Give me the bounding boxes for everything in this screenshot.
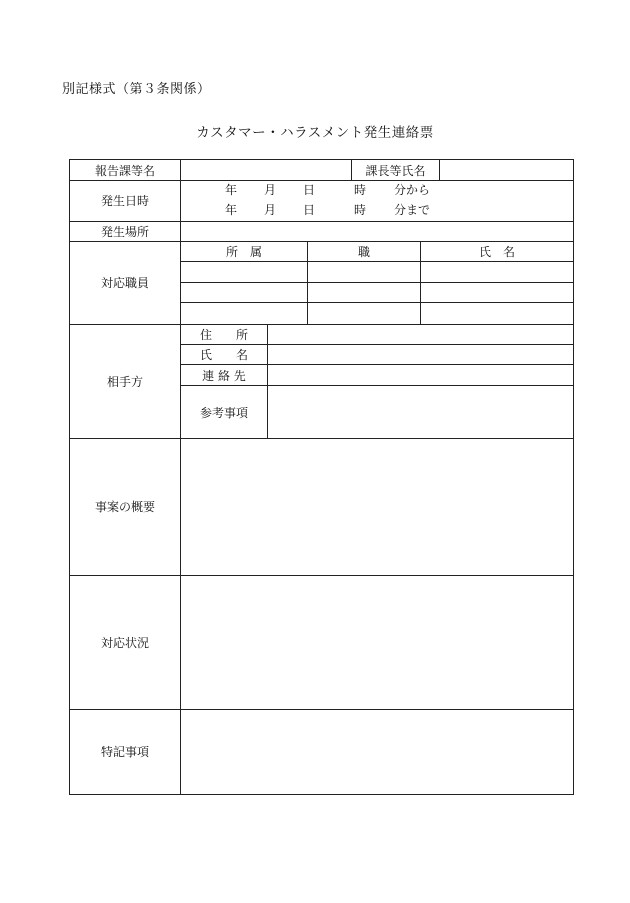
form-style-label: 別記様式（第３条関係）	[62, 82, 211, 97]
end-minute-unit: 分まで	[394, 203, 431, 217]
staff-cell[interactable]	[308, 262, 420, 282]
counterpart-label: 相手方	[106, 374, 143, 389]
counterpart-name-input[interactable]	[268, 345, 573, 364]
start-day-unit: 日	[303, 183, 316, 197]
counterpart-reference-input[interactable]	[268, 386, 573, 438]
notes-input[interactable]	[181, 710, 573, 794]
staff-cell[interactable]	[181, 303, 307, 324]
dept-input[interactable]	[181, 160, 351, 180]
staff-cell[interactable]	[308, 303, 420, 324]
start-minute-unit: 分から	[394, 183, 431, 197]
chief-name-input[interactable]	[440, 160, 573, 180]
staff-column-position: 職	[357, 244, 370, 259]
counterpart-address-input[interactable]	[268, 324, 573, 344]
end-day-unit: 日	[303, 203, 316, 217]
staff-column-name: 氏 名	[478, 244, 515, 259]
staff-column-affiliation: 所 属	[225, 244, 262, 259]
counterpart-reference-label: 参考事項	[199, 405, 248, 420]
staff-cell[interactable]	[181, 283, 307, 302]
place-input[interactable]	[181, 221, 573, 241]
form-title: カスタマー・ハラスメント発生連絡票	[196, 125, 434, 141]
start-month-unit: 月	[264, 183, 277, 197]
staff-cell[interactable]	[181, 262, 307, 282]
start-year-unit: 年	[225, 183, 238, 197]
end-month-unit: 月	[264, 203, 277, 217]
staff-cell[interactable]	[421, 262, 573, 282]
counterpart-contact-label: 連 絡 先	[202, 368, 246, 383]
counterpart-contact-input[interactable]	[268, 365, 573, 385]
place-label: 発生場所	[100, 224, 149, 239]
counterpart-address-label: 住 所	[199, 327, 248, 342]
staff-cell[interactable]	[421, 283, 573, 302]
staff-cell[interactable]	[308, 283, 420, 302]
staff-label: 対応職員	[100, 276, 149, 290]
chief-name-label: 課長等氏名	[365, 163, 426, 178]
dept-label: 報告課等名	[94, 163, 155, 178]
staff-cell[interactable]	[421, 303, 573, 324]
summary-label: 事案の概要	[94, 500, 155, 514]
report-form-table	[69, 159, 574, 795]
notes-label: 特記事項	[100, 745, 149, 759]
end-year-unit: 年	[225, 203, 238, 217]
datetime-label: 発生日時	[100, 194, 149, 208]
response-input[interactable]	[181, 576, 573, 709]
counterpart-name-label: 氏 名	[199, 348, 248, 362]
response-label: 対応状況	[100, 635, 149, 650]
end-hour-unit: 時	[354, 203, 367, 217]
summary-input[interactable]	[181, 439, 573, 575]
start-hour-unit: 時	[354, 183, 367, 197]
